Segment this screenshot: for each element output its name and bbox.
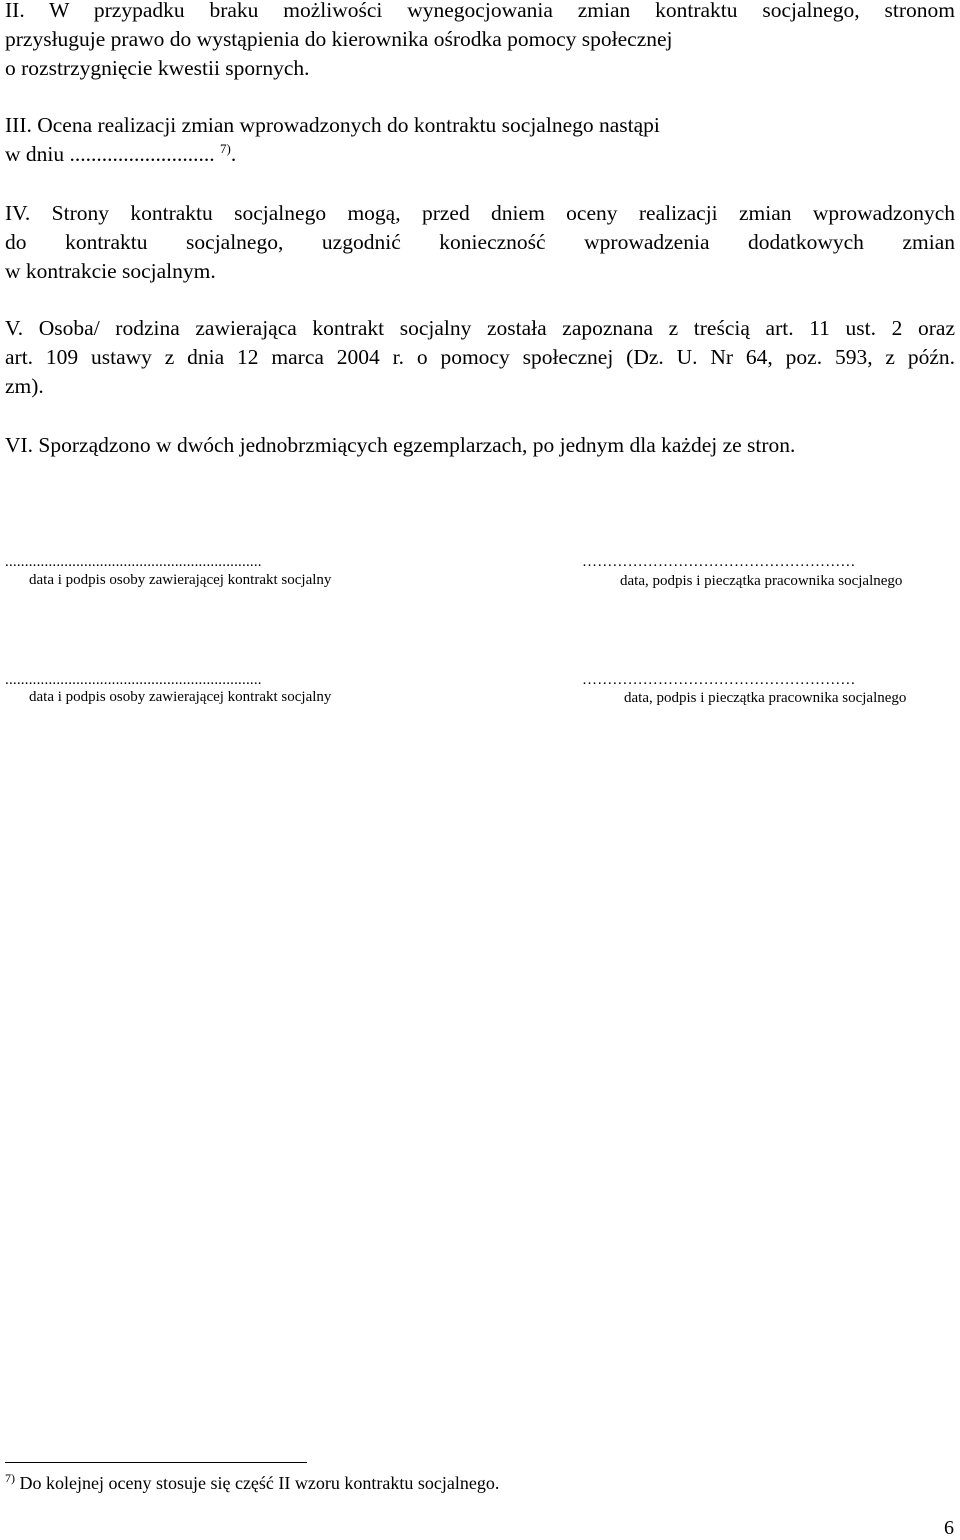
signature-label-left: data i podpis osoby zawierającej kontrakt socjalny — [29, 572, 332, 588]
footnote-text: Do kolejnej oceny stosuje się część II wzoru kontraktu socjalnego. — [15, 1473, 500, 1493]
footnote-separator — [5, 1462, 307, 1463]
signature-line-right: ……………………………………………… — [582, 673, 856, 687]
signature-line-right: ……………………………………………… — [582, 555, 856, 569]
section-ii-line-3: o rozstrzygnięcie kwestii spornych. — [5, 56, 310, 80]
section-v-line-3: zm). — [5, 374, 44, 398]
section-v-line-1: V. Osoba/ rodzina zawierająca kontrakt socjalny została zapoznana z treścią art. 11 ust. 2 oraz — [5, 316, 955, 340]
section-vi-line-1: VI. Sporządzono w dwóch jednobrzmiących egzemplarzach, po jednym dla każdej ze stron. — [5, 433, 796, 457]
signature-line-left: ................................................................. — [5, 673, 262, 687]
section-iii-line-2 — [5, 140, 236, 168]
footnote-ref-7: 7) — [220, 141, 231, 156]
footnote-marker: 7) — [5, 1471, 15, 1485]
section-iii-line-2-end: . — [230, 142, 237, 166]
date-placeholder: w dniu ........................... — [5, 142, 215, 166]
page-number: 6 — [944, 1517, 954, 1539]
signature-label-right: data, podpis i pieczątka pracownika socjalnego — [624, 690, 907, 706]
signature-line-left: ................................................................. — [5, 555, 262, 569]
section-iv-line-2: do kontraktu socjalnego, uzgodnić konieczność wprowadzenia dodatkowych zmian — [5, 230, 955, 254]
signature-label-left: data i podpis osoby zawierającej kontrakt socjalny — [29, 689, 332, 705]
section-ii-line-2: przysługuje prawo do wystąpienia do kierownika ośrodka pomocy społecznej — [5, 27, 673, 51]
section-iii-line-1: III. Ocena realizacji zmian wprowadzonych do kontraktu socjalnego nastąpi — [5, 113, 660, 137]
section-iv-line-3: w kontrakcie socjalnym. — [5, 259, 216, 283]
section-ii-line-1: II. W przypadku braku możliwości wynegocjowania zmian kontraktu socjalnego, stronom — [5, 0, 955, 22]
signature-label-right: data, podpis i pieczątka pracownika socjalnego — [620, 573, 903, 589]
section-v-line-2: art. 109 ustawy z dnia 12 marca 2004 r. o pomocy społecznej (Dz. U. Nr 64, poz. 593, z późn. — [5, 345, 955, 369]
footnote — [5, 1471, 499, 1495]
section-iv-line-1: IV. Strony kontraktu socjalnego mogą, przed dniem oceny realizacji zmian wprowadzonych — [5, 201, 955, 225]
